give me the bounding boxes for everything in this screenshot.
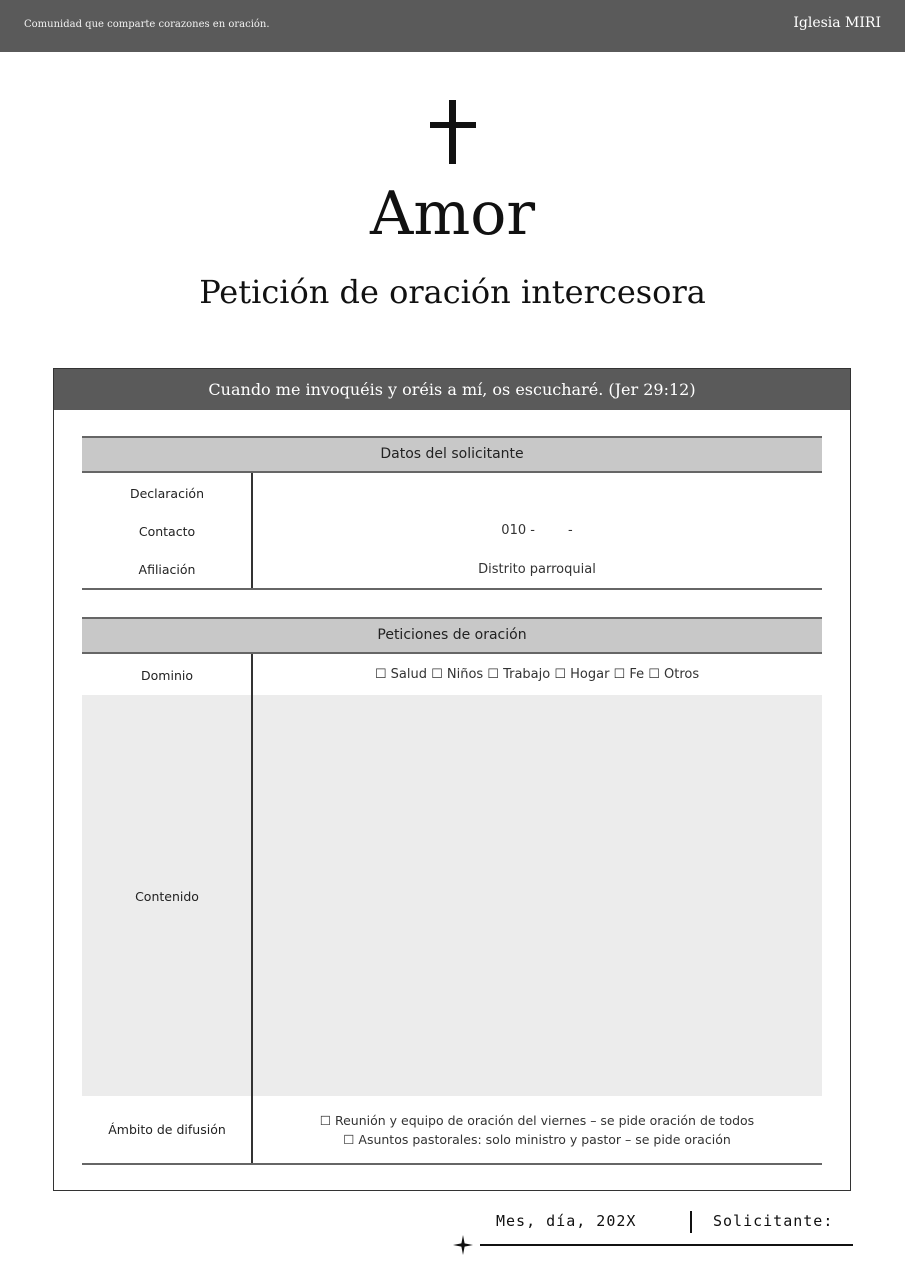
section-divider — [82, 588, 822, 590]
content-label: Contenido — [135, 889, 199, 904]
domain-checkbox-options[interactable]: ☐ Salud ☐ Niños ☐ Trabajo ☐ Hogar ☐ Fe ☐ Otros — [374, 667, 700, 682]
tagline: Comunidad que comparte corazones en oración. — [24, 19, 270, 30]
contact-label: Contacto — [138, 524, 196, 539]
bible-verse-banner: Cuando me invoquéis y oréis a mí, os escucharé. (Jer 29:12) — [54, 369, 850, 410]
scope-option-friday[interactable]: ☐ Reunión y equipo de oración del viernes – se pide oración de todos — [319, 1113, 755, 1128]
affiliation-label: Afiliación — [138, 562, 196, 577]
sparkle-star-icon — [452, 1234, 474, 1256]
cross-icon — [430, 100, 476, 164]
column-divider — [251, 654, 253, 1164]
signature-line — [480, 1244, 853, 1246]
scope-label: Ámbito de difusión — [108, 1122, 226, 1137]
requests-section-heading: Peticiones de oración — [82, 617, 822, 654]
domain-label: Dominio — [141, 668, 193, 683]
applicant-signature-label: Solicitante: — [713, 1212, 834, 1230]
affiliation-field[interactable]: Distrito parroquial — [478, 562, 596, 577]
date-field[interactable]: Mes, día, 202X — [496, 1212, 637, 1230]
applicant-section-heading: Datos del solicitante — [82, 436, 822, 473]
section-divider — [82, 1163, 822, 1165]
page-title: Amor — [369, 179, 536, 249]
footer-separator — [690, 1211, 692, 1233]
top-bar — [0, 0, 905, 52]
form-frame — [53, 368, 851, 1191]
scope-option-pastoral[interactable]: ☐ Asuntos pastorales: solo ministro y pastor – se pide oración — [343, 1132, 731, 1147]
contact-field[interactable]: 010 - - — [501, 523, 573, 538]
church-name: Iglesia MIRI — [793, 15, 881, 31]
declaration-label: Declaración — [129, 486, 205, 501]
page-subtitle: Petición de oración intercesora — [199, 273, 706, 311]
